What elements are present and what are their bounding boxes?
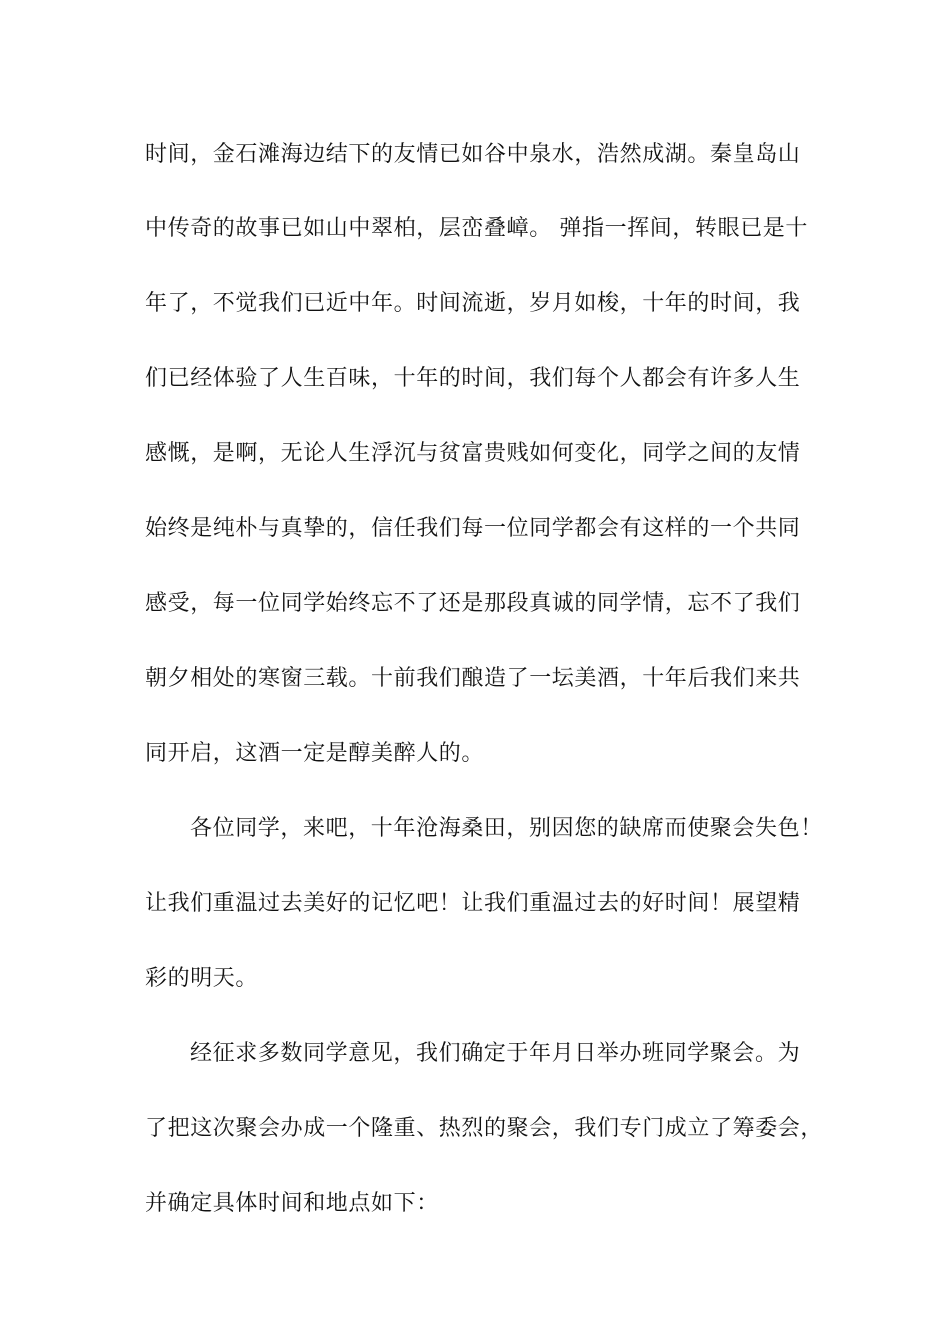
text-line: 彩的明天。: [145, 966, 259, 991]
text-line: 时间，金石滩海边结下的友情已如谷中泉水，浩然成湖。秦皇岛山: [145, 142, 801, 167]
text-line: 朝夕相处的寒窗三载。十前我们酿造了一坛美酒，十年后我们来共: [145, 666, 801, 691]
text-line: 了把这次聚会办成一个隆重、热烈的聚会，我们专门成立了筹委会，: [145, 1116, 824, 1141]
text-line: 感受，每一位同学始终忘不了还是那段真诚的同学情，忘不了我们: [145, 591, 801, 616]
text-line: 让我们重温过去美好的记忆吧！让我们重温过去的好时间！展望精: [145, 891, 801, 916]
paragraph-first-line: 经征求多数同学意见，我们确定于年月日举办班同学聚会。为: [190, 1041, 801, 1066]
text-line: 们已经体验了人生百味，十年的时间，我们每个人都会有许多人生: [145, 366, 801, 391]
text-line: 年了，不觉我们已近中年。时间流逝，岁月如梭，十年的时间，我: [145, 291, 801, 316]
text-line: 并确定具体时间和地点如下：: [145, 1191, 439, 1216]
text-line: 中传奇的故事已如山中翠柏，层峦叠嶂。 弹指一挥间，转眼已是十: [145, 216, 808, 241]
text-line: 感慨，是啊，无论人生浮沉与贫富贵贱如何变化，同学之间的友情: [145, 441, 801, 466]
text-line: 始终是纯朴与真挚的，信任我们每一位同学都会有这样的一个共同: [145, 516, 801, 541]
paragraph-first-line: 各位同学，来吧，十年沧海桑田，别因您的缺席而使聚会失色！: [190, 816, 823, 841]
text-line: 同开启，这酒一定是醇美醉人的。: [145, 741, 485, 766]
